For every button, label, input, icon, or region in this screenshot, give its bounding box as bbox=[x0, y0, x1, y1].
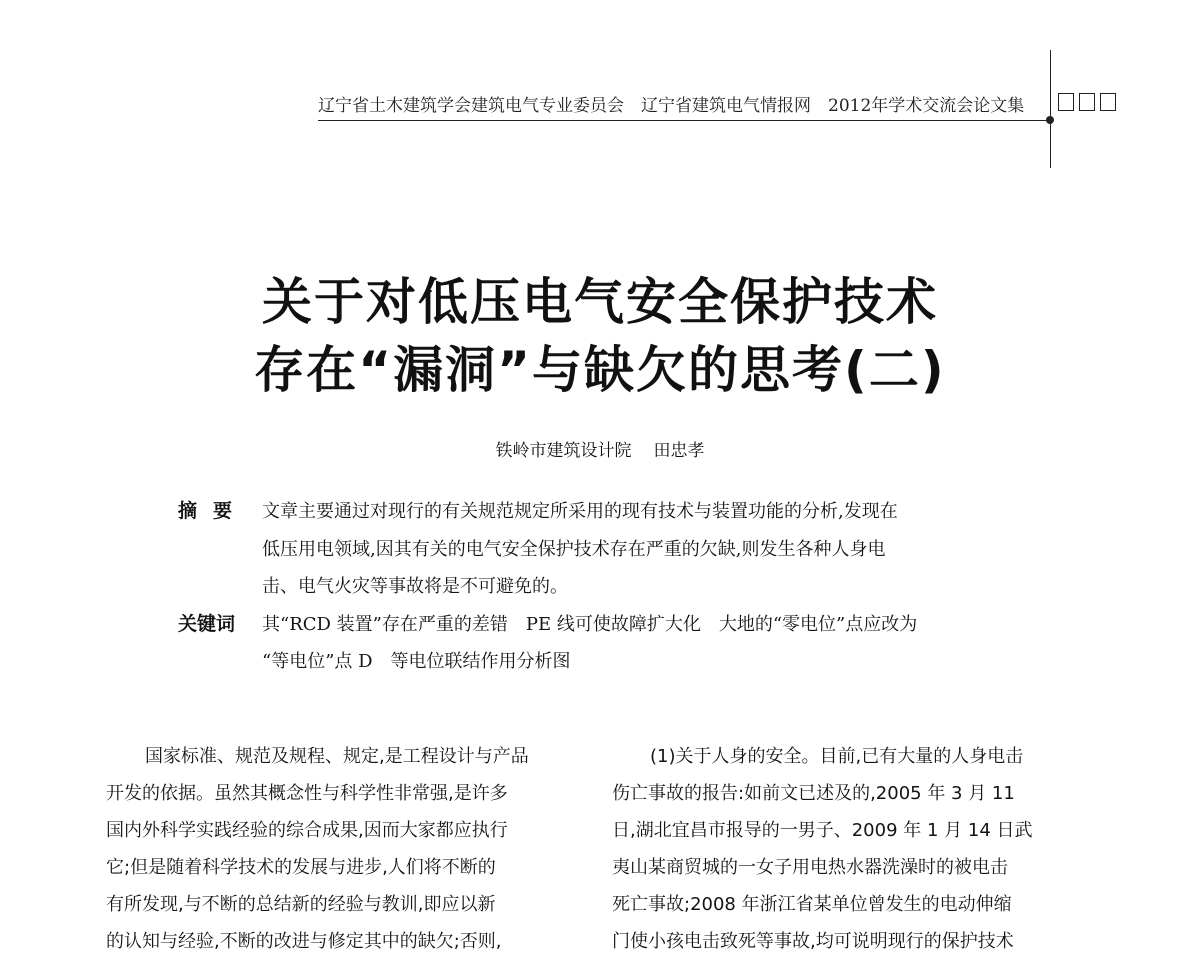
body-right-line: (1)关于人身的安全。目前,已有大量的人身电击 bbox=[650, 746, 1024, 767]
body-right-line: 日,湖北宜昌市报导的一男子、2009 年 1 月 14 日武 bbox=[612, 820, 1033, 841]
keywords-label: 关键词 bbox=[178, 613, 236, 635]
abstract-line: 低压用电领域,因其有关的电气安全保护技术存在严重的欠缺,则发生各种人身电 bbox=[262, 539, 886, 560]
author-name: 田忠孝 bbox=[653, 441, 705, 461]
title-line-1: 关于对低压电气安全保护技术 bbox=[262, 273, 938, 331]
body-right-line: 死亡事故;2008 年浙江省某单位曾发生的电动伸缩 bbox=[612, 894, 1012, 915]
body-left-line: 它;但是随着科学技术的发展与进步,人们将不断的 bbox=[106, 857, 496, 878]
body-left-line: 开发的依据。虽然其概念性与科学性非常强,是许多 bbox=[106, 783, 508, 804]
body-left-line: 有所发现,与不断的总结新的经验与教训,即应以新 bbox=[106, 894, 496, 915]
author-affiliation: 铁岭市建筑设计院 bbox=[495, 441, 632, 461]
header-rule-dot bbox=[1046, 116, 1054, 124]
page-number-placeholder bbox=[1058, 93, 1116, 111]
abstract-line: 文章主要通过对现行的有关规范规定所采用的现有技术与装置功能的分析,发现在 bbox=[262, 501, 898, 522]
body-left-line: 的认知与经验,不断的改进与修定其中的缺欠;否则, bbox=[106, 931, 502, 952]
body-right-line: 门使小孩电击致死等事故,均可说明现行的保护技术 bbox=[612, 931, 1014, 952]
abstract-line: 击、电气火灾等事故将是不可避免的。 bbox=[262, 576, 568, 597]
title-line-2: 存在“漏洞”与缺欠的思考(二) bbox=[254, 341, 946, 399]
body-left-line: 国内外科学实践经验的综合成果,因而大家都应执行 bbox=[106, 820, 508, 841]
keywords-line: “等电位”点 D 等电位联结作用分析图 bbox=[262, 651, 571, 672]
keywords-line: 其“RCD 装置”存在严重的差错 PE 线可使故障扩大化 大地的“零电位”点应改为 bbox=[262, 614, 918, 635]
page-digit-box bbox=[1100, 93, 1116, 111]
running-header: 辽宁省土木建筑学会建筑电气专业委员会 辽宁省建筑电气情报网 2012年学术交流会论文集 bbox=[318, 96, 1025, 116]
body-left-line: 国家标准、规范及规程、规定,是工程设计与产品 bbox=[145, 746, 529, 767]
abstract-label: 摘要 bbox=[178, 500, 249, 522]
header-vertical-rule bbox=[1050, 50, 1051, 168]
header-rule bbox=[318, 120, 1051, 121]
body-right-line: 伤亡事故的报告:如前文已述及的,2005 年 3 月 11 bbox=[612, 783, 1015, 804]
page-digit-box bbox=[1079, 93, 1095, 111]
author-line bbox=[0, 436, 1200, 461]
page-digit-box bbox=[1058, 93, 1074, 111]
body-right-line: 夷山某商贸城的一女子用电热水器洗澡时的被电击 bbox=[612, 857, 1008, 878]
